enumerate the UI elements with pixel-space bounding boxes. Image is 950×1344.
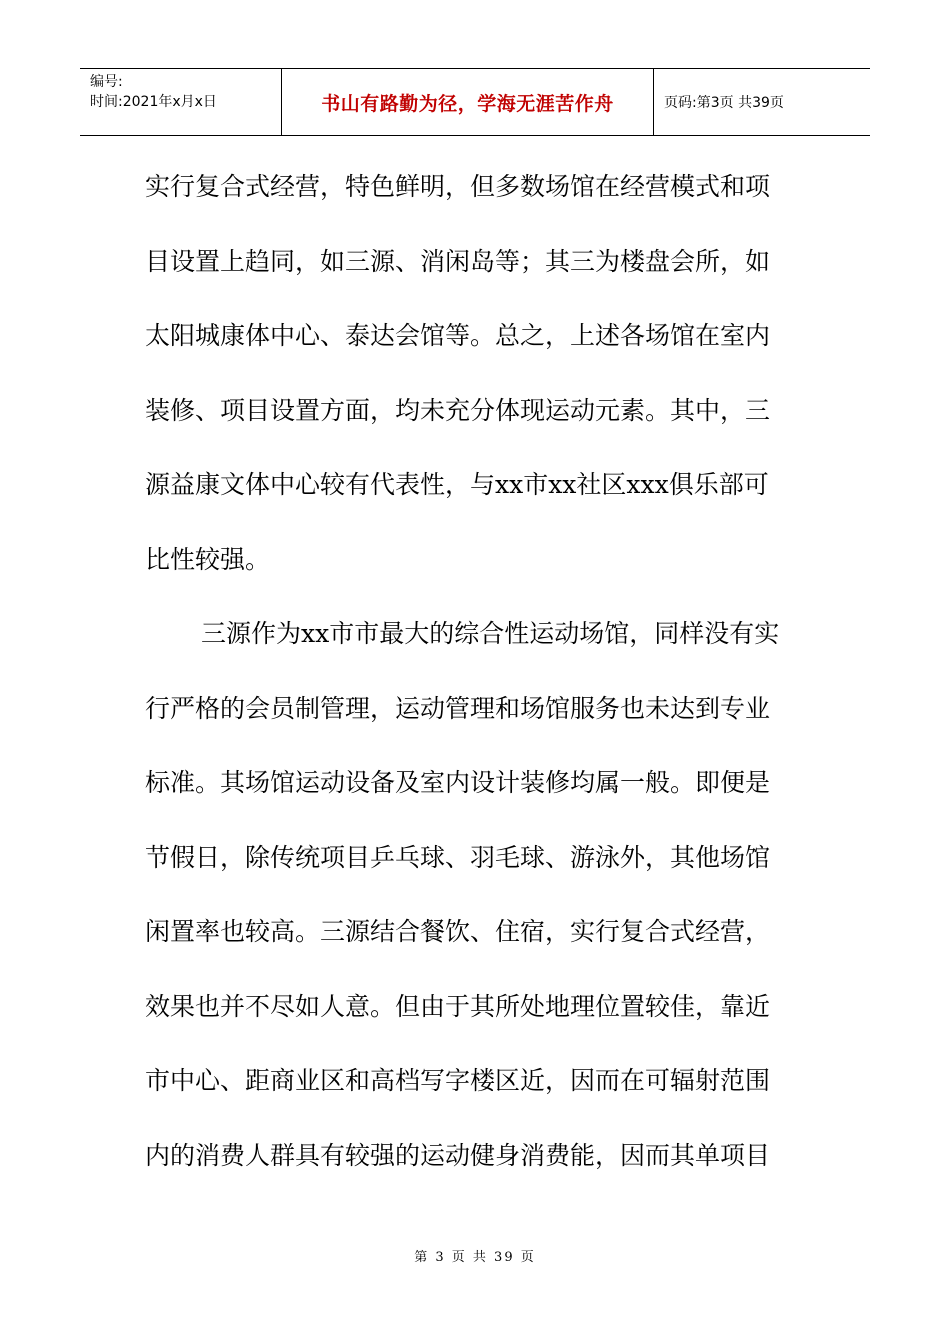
text-line: 实行复合式经营，特色鲜明，但多数场馆在经营模式和项 [145,172,771,201]
text-line: 节假日，除传统项目乒乓球、羽毛球、游泳外，其他场馆 [145,842,771,872]
text-line: 太阳城康体中心、泰达会馆等。总之，上述各场馆在室内 [145,321,771,350]
text-line: 目设置上趋同，如三源、消闲岛等；其三为楼盘会所，如 [145,246,771,276]
document-date: 时间:2021年x月x日 [90,94,217,110]
text-line: 行严格的会员制管理，运动管理和场馆服务也未达到专业 [145,693,771,723]
text-line: 市中心、距商业区和高档写字楼区近，因而在可辐射范围 [145,1066,771,1095]
header-page-info: 页码:第3页 共39页 [664,95,784,111]
header-motto: 书山有路勤为径，学海无涯苦作舟 [282,69,654,135]
document-number-label: 编号: [90,74,123,90]
document-body [145,150,807,1193]
text-line: 闲置率也较高。三源结合餐饮、住宿，实行复合式经营， [145,917,771,946]
header-meta [80,69,282,135]
text-line: 标准。其场馆运动设备及室内设计装修均属一般。即便是 [145,768,771,797]
paragraph-start-line: 三源作为xx市市最大的综合性运动场馆，同样没有实 [201,619,780,648]
text-line: 源益康文体中心较有代表性，与xx市xx社区xxx俱乐部可 [145,470,769,499]
text-line: 比性较强。 [145,544,271,574]
page-footer: 第 3 页 共 39 页 [414,1250,536,1265]
text-line: 装修、项目设置方面，均未充分体现运动元素。其中，三 [145,395,771,425]
text-line: 内的消费人群具有较强的运动健身消费能，因而其单项目 [145,1140,771,1170]
text-line: 效果也并不尽如人意。但由于其所处地理位置较佳，靠近 [145,991,771,1021]
page-header [80,68,870,136]
